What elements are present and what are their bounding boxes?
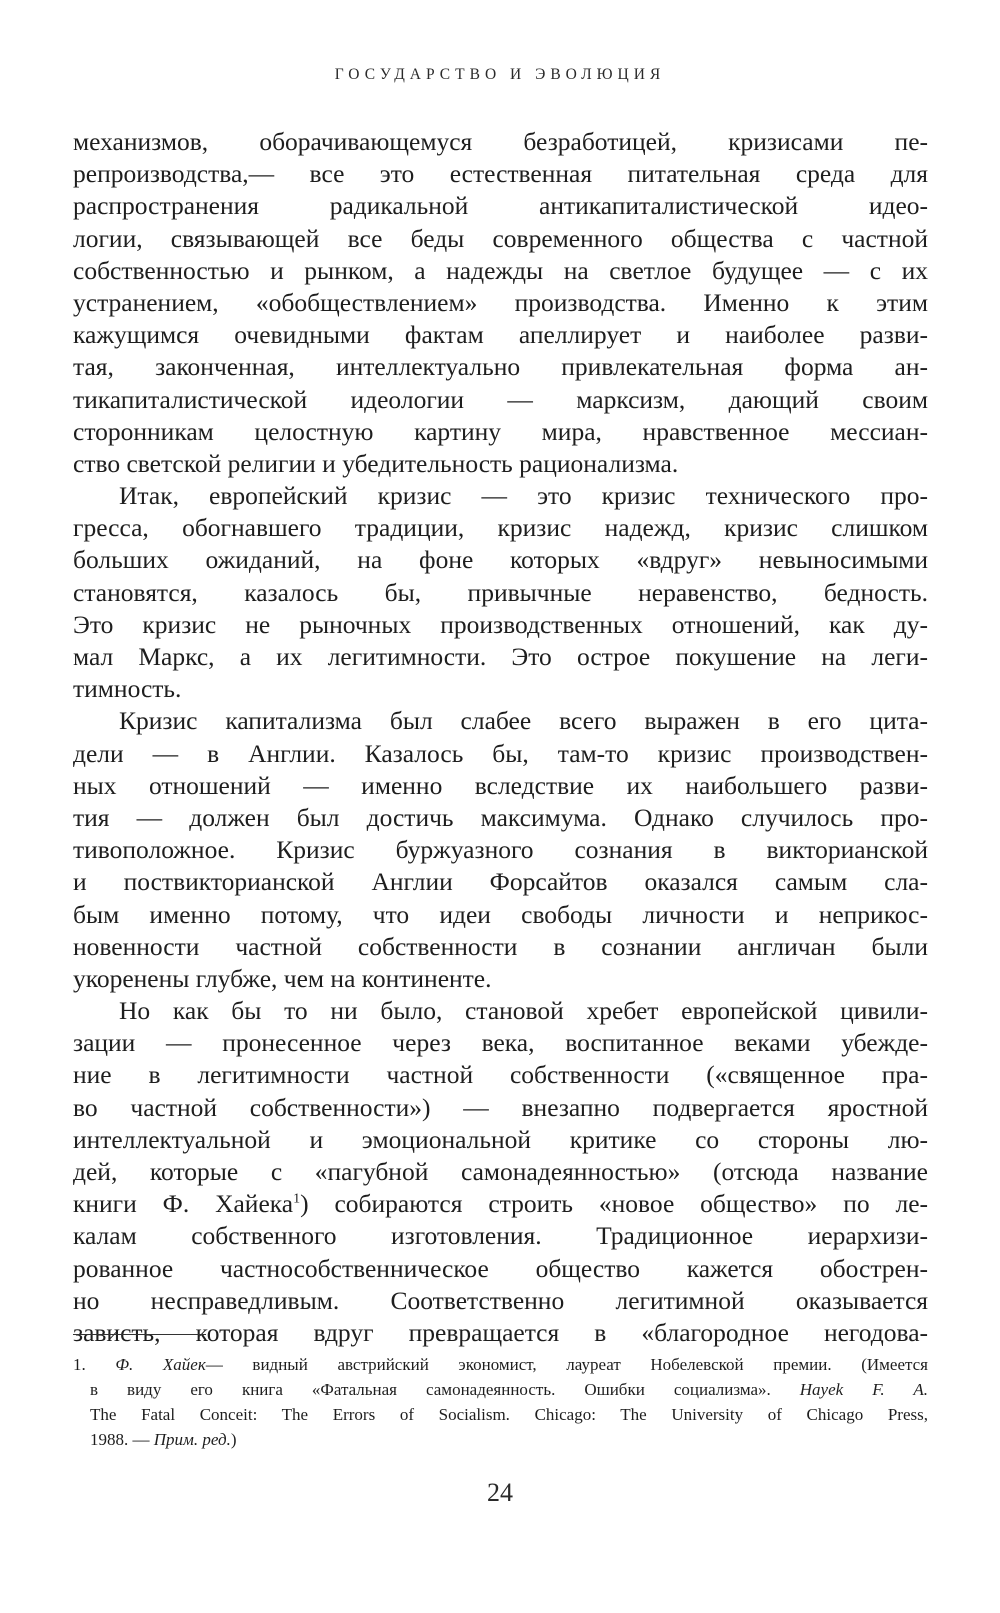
text-line: калам собственного изготовления. Традиционное иерархизи- xyxy=(73,1221,928,1251)
text-line: во частной собственности») — внезапно подвергается яростной xyxy=(73,1092,928,1122)
text-line: тия — должен был достичь максимума. Однако случилось про- xyxy=(73,802,928,832)
footnote-line xyxy=(73,1427,928,1452)
page-number: 24 xyxy=(487,1478,513,1507)
footnote-number: 1. xyxy=(73,1355,86,1374)
footnote-text: 1988. — xyxy=(90,1430,150,1449)
footnote-text: в виду его книга «Фатальная самонадеянность. Ошибки социализма». xyxy=(90,1380,771,1399)
text-line: механизмов, оборачивающемуся безработицей, кризисами пе- xyxy=(73,127,928,156)
text-line: репроизводства,— все это естественная питательная среда для xyxy=(73,159,928,189)
footnote-divider xyxy=(73,1334,206,1335)
footnote-line xyxy=(73,1377,928,1402)
text-line: собственностью и рынком, а надежды на светлое будущее — с их xyxy=(73,255,928,285)
text-line: распространения радикальной антикапиталистической идео- xyxy=(73,191,928,221)
text-line: ных отношений — именно вследствие их наибольшего разви- xyxy=(73,770,928,800)
text-line: становятся, казалось бы, привычные неравенство, бедность. xyxy=(73,577,928,607)
footnote-line xyxy=(73,1352,928,1377)
text-line: дей, которые с «пагубной самонадеянностью» (отсюда название xyxy=(73,1157,928,1186)
running-head: ГОСУДАРСТВО И ЭВОЛЮЦИЯ xyxy=(334,66,666,83)
text-line: тимность. xyxy=(73,674,182,704)
text-line: тая, законченная, интеллектуально привлекательная форма ан- xyxy=(73,352,928,382)
text-line: интеллектуальной и эмоциональной критике со стороны лю- xyxy=(73,1124,928,1154)
text-line: кажущимся очевидными фактам апеллирует и наиболее разви- xyxy=(73,320,928,350)
footnote-text: — видный австрийский экономист, лауреат Нобелевской премии. (Имеется xyxy=(205,1355,929,1374)
text-line: зации — пронесенное через века, воспитанное веками убежде- xyxy=(73,1028,928,1058)
text-line: сторонникам целостную картину мира, нравственное мессиан- xyxy=(73,416,928,446)
footnote-text: ) xyxy=(230,1430,237,1449)
text-line: рованное частнособственническое общество кажется обострен- xyxy=(73,1253,928,1283)
footnote-editor-note: Прим. ред. xyxy=(153,1430,231,1449)
footnote-author: Ф. Хайек xyxy=(115,1355,206,1374)
text-line: Но как бы то ни было, становой хребет европейской цивили- xyxy=(119,996,928,1026)
text-line: дели — в Англии. Казалось бы, там-то кризис производствен- xyxy=(73,738,928,768)
text-line: но несправедливым. Соответственно легитимной оказывается xyxy=(73,1285,928,1315)
text-line: Кризис капитализма был слабее всего выражен в его цита- xyxy=(119,706,928,736)
text-line: больших ожиданий, на фоне которых «вдруг» невыносимыми xyxy=(73,545,928,575)
body-text xyxy=(73,126,928,1349)
text-line: новенности частной собственности в сознании англичан были xyxy=(73,931,928,961)
text-line: ние в легитимности частной собственности («священное пра- xyxy=(73,1060,928,1090)
text-line: и поствикторианской Англии Форсайтов оказался самым сла- xyxy=(73,867,928,897)
text-line: Это кризис не рыночных производственных отношений, как ду- xyxy=(73,609,928,639)
text-line: зависть, которая вдруг превращается в «благородное негодова- xyxy=(73,1317,928,1347)
footnote-line: The Fatal Conceit: The Errors of Socialism. Chicago: The University of Chicago Press, xyxy=(90,1405,928,1424)
text-line-with-footnote-ref xyxy=(73,1188,928,1220)
text-segment: книги Ф. Хайека xyxy=(73,1189,294,1219)
text-line: Итак, европейский кризис — это кризис технического про- xyxy=(119,481,928,511)
text-line: тивоположное. Кризис буржуазного сознания в викторианской xyxy=(73,835,928,865)
text-line: мал Маркс, а их легитимности. Это острое покушение на леги- xyxy=(73,642,928,671)
text-segment: ) собираются строить «новое общество» по ле- xyxy=(300,1189,929,1219)
text-line: укоренены глубже, чем на континенте. xyxy=(73,963,492,993)
text-line: тикапиталистической идеологии — марксизм, дающий своим xyxy=(73,384,928,414)
text-line: бым именно потому, что идеи свободы личности и неприкос- xyxy=(73,899,928,929)
footnote xyxy=(73,1352,928,1452)
text-line: ство светской религии и убедительность рационализма. xyxy=(73,448,679,478)
footnote-citation-author: Hayek F. A. xyxy=(799,1380,928,1399)
text-line: устранением, «обобществлением» производства. Именно к этим xyxy=(73,287,928,317)
footnote-reference[interactable]: 1 xyxy=(293,1191,301,1207)
text-line: гресса, обогнавшего традиции, кризис надежд, кризис слишком xyxy=(73,513,928,543)
text-line: логии, связывающей все беды современного общества с частной xyxy=(73,223,928,253)
